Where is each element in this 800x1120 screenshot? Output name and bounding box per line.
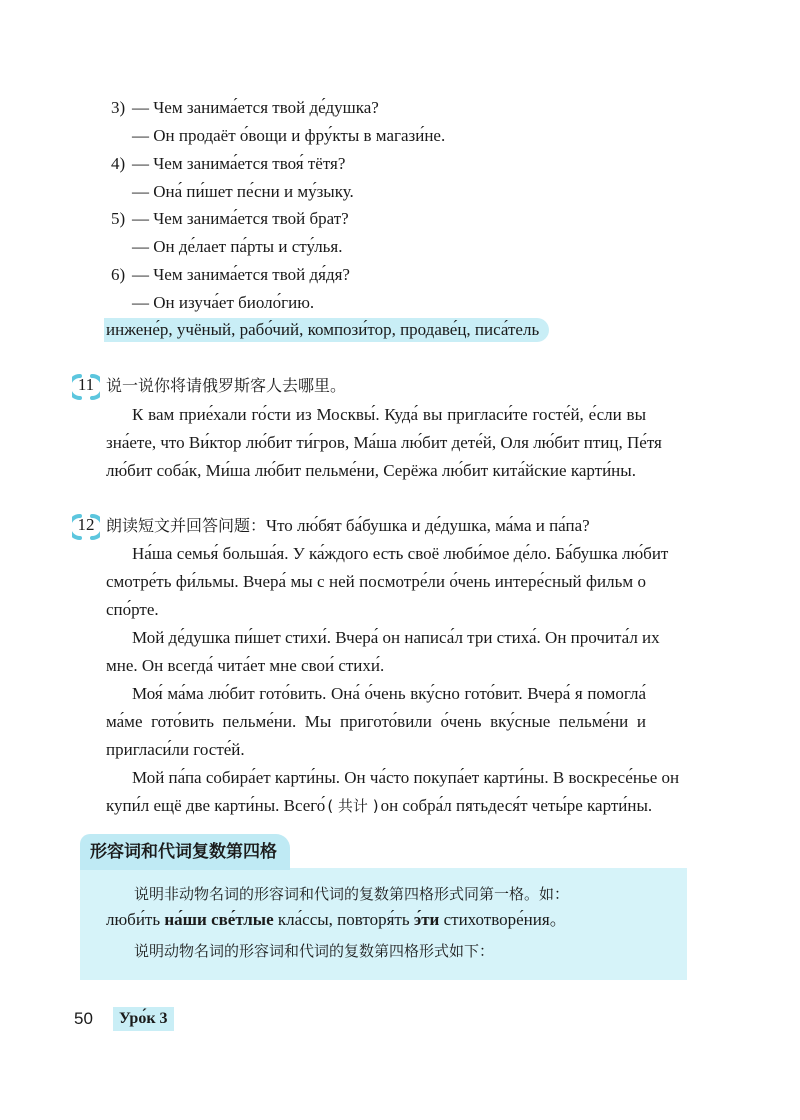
gloss-note: ( 共计 ) [327,797,379,815]
exercise-12-line-4: Мой де́душка пи́шет стихи́. Вчера́ он написа́л три стиха́. Он прочита́л их [132,628,660,647]
exercise-12-title-ru: Что лю́бят ба́бушка и де́душка, ма́ма и па́па? [266,516,590,535]
grammar-paragraph-2 [106,909,567,931]
dialog-5-answer: — Он де́лает па́рты и сту́лья. [132,237,343,256]
dialog-6-answer: — Он изуча́ет биоло́гию. [132,293,315,312]
grammar-p2-c: кла́ссы, повторя́ть [273,910,414,929]
dialog-3-question: — Чем занима́ется твой де́душка? [132,98,379,117]
exercise-12-line-6: Моя́ ма́ма лю́бит гото́вить. Она́ о́чень вку́сно гото́вит. Вчера́ я помогла́ [132,684,646,703]
exercise-12-line-9: Мой па́па собира́ет карти́ны. Он ча́сто покупа́ет карти́ны. В воскресе́нье он [132,768,680,787]
exercise-12-line-10b: он собра́л пятьдеся́т четы́ре карти́ны. [380,796,653,815]
exercise-12-line-5: мне. Он всегда́ чита́ет мне свои́ стихи́. [106,656,385,675]
grammar-tab [80,834,290,870]
dialog-4-number: 4) [111,154,126,173]
exercise-12-line-2: смотре́ть фи́льмы. Вчера́ мы с ней посмотре́ли о́чень интере́сный фильм о [106,572,646,591]
exercise-12-title-cn: 朗读短文并回答问题： [106,516,267,535]
dialog-4-question: — Чем занима́ется твоя́ тётя? [132,154,346,173]
grammar-paragraph-1: 说明非动物名词的形容词和代词的复数第四格形式同第一格。如： [134,885,570,903]
exercise-11-line-2: зна́ете, что Ви́ктор лю́бит ти́гров, Ма́ша лю́бит дете́й, Оля лю́бит птиц, Пе́тя [106,433,662,452]
dialog-6-question: — Чем занима́ется твой дя́дя? [132,265,350,284]
grammar-p2-d: э́ти [413,910,440,929]
dialog-5-number: 5) [111,209,126,228]
dialog-3-answer: — Он продаёт о́вощи и фру́кты в магази́не. [132,126,446,145]
vocabulary-bar: инжене́р, учёный, рабо́чий, компози́тор, продаве́ц, писа́тель [104,318,549,342]
dialog-6-number: 6) [111,265,126,284]
grammar-p2-e: стихотворе́ния。 [439,910,567,929]
exercise-11-number: 11 [77,375,95,394]
dialog-5-question: — Чем занима́ется твой брат? [132,209,349,228]
exercise-12-line-10 [106,795,652,817]
exercise-11-line-3: лю́бит соба́к, Ми́ша лю́бит пельме́ни, Серёжа лю́бит кита́йские карти́ны. [106,461,636,480]
exercise-11-line-1: К вам прие́хали го́сти из Москвы́. Куда́ вы пригласи́те госте́й, е́сли вы [132,405,646,424]
grammar-paragraph-3: 说明动物名词的形容词和代词的复数第四格形式如下： [134,942,495,960]
lesson-label: Уро́к 3 [113,1007,174,1031]
exercise-12-line-10a: купи́л ещё две карти́ны. Всего́ [106,796,326,815]
exercise-11-badge [72,372,100,400]
exercise-12-title [106,515,590,537]
exercise-12-line-7: ма́ме гото́вить пельме́ни. Мы пригото́вили о́чень вку́сные пельме́ни и [106,712,646,731]
grammar-tab-title: 形容词和代词复数第四格 [90,842,277,862]
exercise-12-line-8: пригласи́ли госте́й. [106,740,245,759]
page-number: 50 [74,1009,93,1028]
dialog-3-number: 3) [111,98,126,117]
exercise-12-badge [72,512,100,540]
exercise-12-line-3: спо́рте. [106,600,159,619]
exercise-11-title: 说一说你将请俄罗斯客人去哪里。 [106,376,347,395]
exercise-12-number: 12 [77,515,95,534]
exercise-12-line-1: На́ша семья́ больша́я. У ка́ждого есть своё люби́мое де́ло. Ба́бушка лю́бит [132,544,669,563]
grammar-p2-b: на́ши све́тлые [164,910,274,929]
dialog-4-answer: — Она́ пи́шет пе́сни и му́зыку. [132,182,354,201]
grammar-p2-a: люби́ть [106,910,165,929]
